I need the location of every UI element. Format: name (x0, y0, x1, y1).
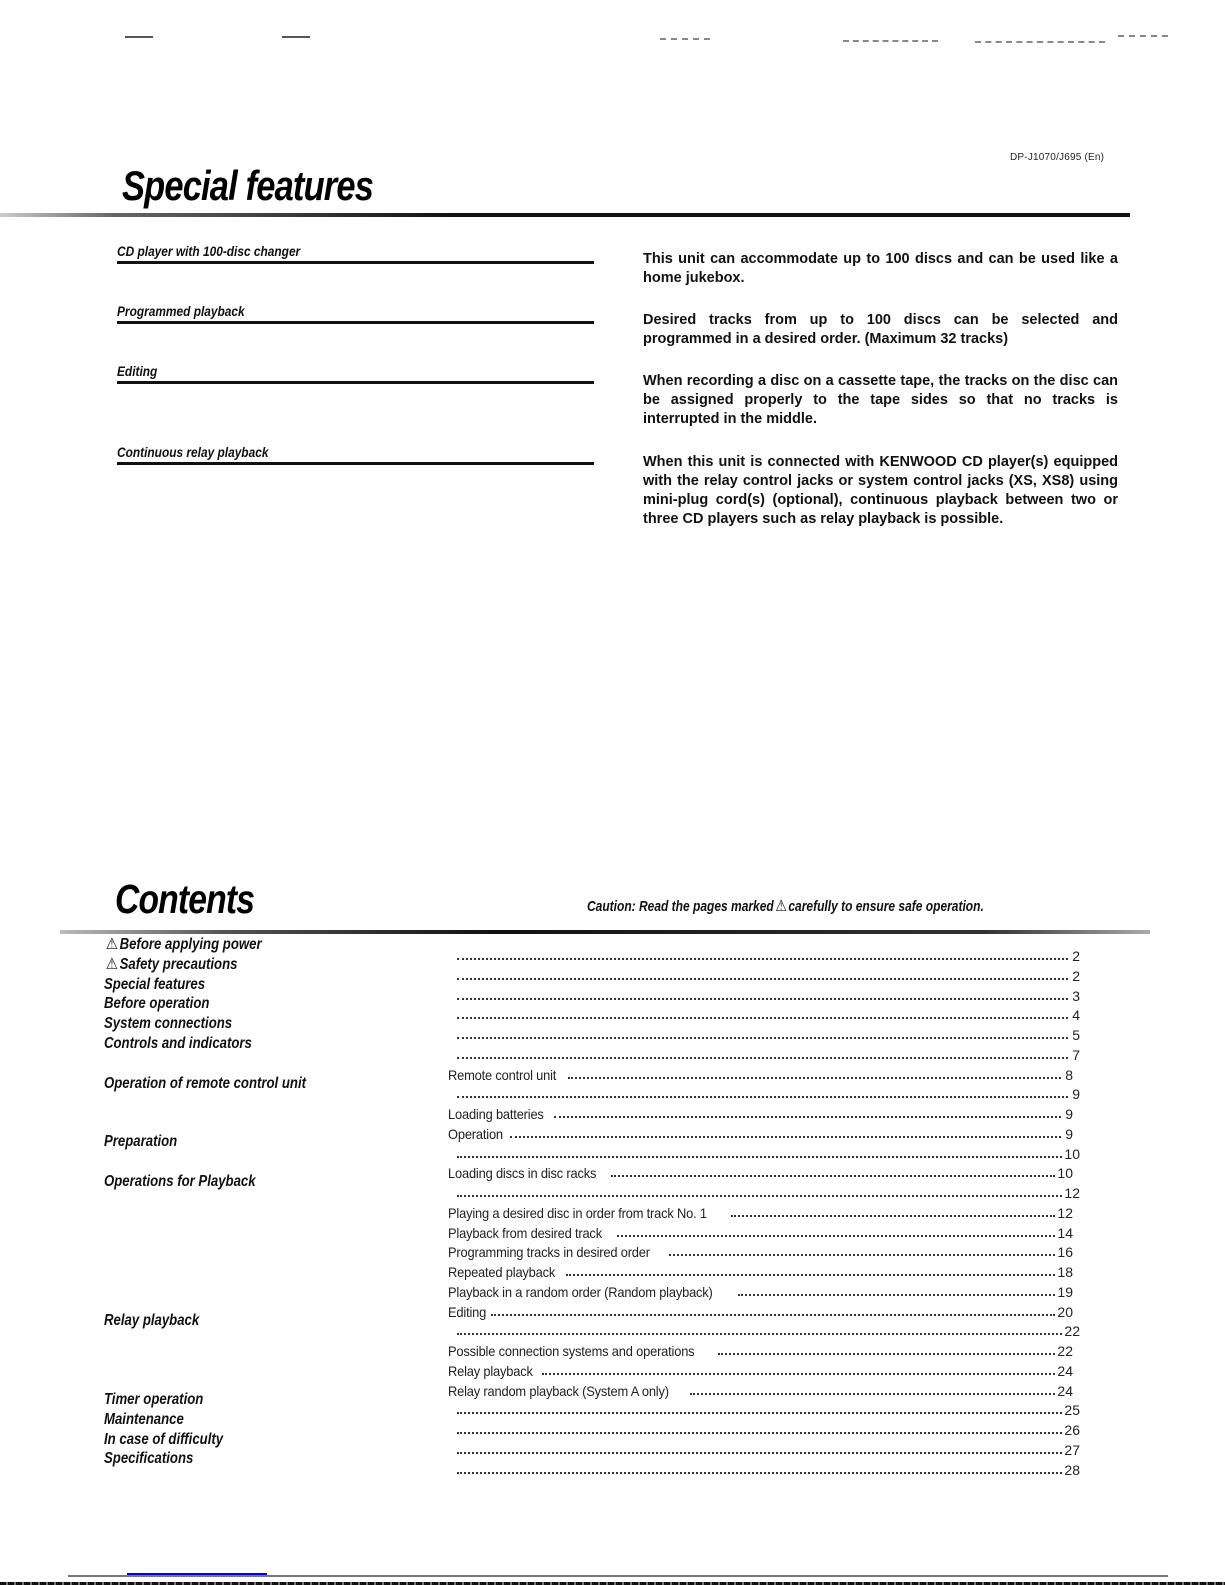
page-number: 8 (1065, 1066, 1073, 1083)
feature-label (117, 243, 594, 264)
page-number: 18 (1057, 1264, 1073, 1280)
toc-entry: Loading discs in disc racks (448, 1165, 597, 1182)
dot-leader (491, 1314, 1055, 1316)
title-divider (0, 213, 1130, 217)
toc-entry: Relay random playback (System A only) (448, 1382, 669, 1399)
feature-description: This unit can accommodate up to 100 discs and can be used like a home jukebox. (643, 251, 1118, 286)
toc-heading-label: Operation of remote control unit (104, 1075, 307, 1092)
toc-row[interactable] (455, 1082, 1080, 1102)
page-number: 4 (1072, 1007, 1080, 1024)
scan-artifact (843, 40, 938, 43)
dot-leader (457, 958, 1068, 960)
scan-artifact (282, 36, 310, 38)
toc-heading-label: Relay playback (104, 1312, 200, 1329)
toc-heading-label: Controls and indicators (104, 1035, 252, 1052)
dot-leader (457, 1412, 1062, 1414)
toc-entry: Playing a desired disc in order from track No. 1 (448, 1204, 707, 1221)
toc-row[interactable] (455, 944, 1080, 964)
toc-heading-label: Special features (104, 976, 206, 993)
toc-heading[interactable] (104, 935, 262, 954)
page-number: 25 (1064, 1402, 1080, 1419)
toc-entry: Operation (448, 1125, 503, 1142)
footer-rule (68, 1575, 1168, 1577)
toc-heading[interactable] (104, 955, 237, 974)
toc-heading-label: Maintenance (104, 1411, 184, 1428)
dot-leader (457, 1156, 1062, 1158)
toc-entry: Playback from desired track (448, 1224, 602, 1241)
dot-leader (457, 1472, 1062, 1474)
special-features-title: Special features (122, 162, 374, 209)
toc-heading[interactable] (104, 1034, 252, 1053)
caution-suffix: carefully to ensure safe operation. (788, 898, 984, 915)
toc-heading[interactable] (104, 975, 205, 994)
toc-row[interactable] (455, 1043, 1080, 1063)
toc-row[interactable] (448, 1063, 1073, 1083)
toc-row[interactable] (448, 1221, 1073, 1241)
page-number: 28 (1064, 1461, 1080, 1478)
toc-heading-label: System connections (104, 1015, 233, 1032)
page-number: 12 (1064, 1185, 1080, 1201)
toc-row[interactable] (448, 1122, 1073, 1142)
toc-heading-label: Preparation (104, 1133, 178, 1150)
toc-row[interactable] (448, 1161, 1073, 1181)
toc-row[interactable] (455, 984, 1080, 1004)
toc-row[interactable] (448, 1359, 1073, 1379)
toc-row[interactable] (455, 1319, 1080, 1339)
toc-row[interactable] (448, 1280, 1073, 1300)
dot-leader (457, 1452, 1062, 1454)
page-number: 9 (1072, 1086, 1080, 1103)
dot-leader (457, 1195, 1062, 1197)
toc-entry: Repeated playback (448, 1264, 556, 1280)
page-number: 14 (1057, 1224, 1073, 1241)
toc-heading-label: Specifications (104, 1450, 194, 1467)
footer-link-underline (127, 1573, 267, 1575)
toc-row[interactable] (448, 1201, 1073, 1221)
toc-row[interactable] (455, 1438, 1080, 1458)
dot-leader (457, 1017, 1068, 1019)
toc-heading[interactable] (104, 1132, 177, 1151)
toc-heading[interactable] (104, 1074, 306, 1093)
warning-triangle-icon: ⚠ (775, 898, 787, 915)
toc-entry: Possible connection systems and operations (448, 1343, 695, 1359)
page-number: 2 (1072, 948, 1080, 964)
feature-label-text: Editing (117, 363, 158, 379)
dot-leader (554, 1116, 1061, 1118)
scan-artifact (125, 36, 153, 38)
toc-heading[interactable] (104, 1430, 223, 1449)
toc-heading-label: Timer operation (104, 1391, 204, 1408)
toc-heading-label: In case of difficulty (104, 1431, 224, 1448)
toc-heading[interactable] (104, 1014, 232, 1033)
feature-description: Desired tracks from up to 100 discs can be selected and programmed in a desired order. (Maximum 32 tracks) (643, 312, 1118, 347)
page-number: 24 (1057, 1382, 1073, 1399)
toc-row[interactable] (448, 1240, 1073, 1260)
dot-leader (718, 1353, 1056, 1355)
page-number: 9 (1065, 1106, 1073, 1122)
toc-heading-label: Operations for Playback (104, 1173, 256, 1190)
dot-leader (457, 978, 1068, 980)
toc-entry: Remote control unit (448, 1066, 557, 1083)
warning-triangle-icon: ⚠ (105, 936, 118, 953)
page-number: 2 (1072, 967, 1080, 984)
dot-leader (510, 1136, 1061, 1138)
page-number: 16 (1057, 1244, 1073, 1261)
toc-entry: Relay playback (448, 1362, 533, 1379)
feature-label-text: Programmed playback (117, 303, 245, 319)
toc-entry: Loading batteries (448, 1106, 544, 1122)
toc-heading[interactable] (104, 1311, 199, 1330)
toc-row[interactable] (448, 1339, 1073, 1359)
page-number: 7 (1072, 1046, 1080, 1063)
page-number: 9 (1065, 1125, 1073, 1142)
page-number: 20 (1057, 1303, 1073, 1320)
dot-leader (566, 1274, 1055, 1276)
dot-leader (457, 998, 1068, 1000)
toc-heading[interactable] (104, 1410, 184, 1429)
caution-prefix: Caution: Read the pages marked (587, 898, 774, 915)
dot-leader (690, 1393, 1055, 1395)
scan-artifact (1118, 35, 1168, 38)
toc-row[interactable] (455, 1003, 1080, 1023)
page-number: 10 (1057, 1165, 1073, 1182)
toc-row[interactable] (448, 1300, 1073, 1320)
dot-leader (731, 1215, 1055, 1217)
page-number: 24 (1057, 1362, 1073, 1379)
contents-title: Contents (115, 876, 255, 922)
toc-row[interactable] (455, 1458, 1080, 1478)
toc-row[interactable] (448, 1379, 1073, 1399)
toc-row[interactable] (455, 1398, 1080, 1418)
dot-leader (568, 1077, 1061, 1079)
toc-row[interactable] (455, 1023, 1080, 1043)
toc-heading-label: Before operation (104, 995, 210, 1012)
dot-leader (669, 1254, 1055, 1256)
toc-heading[interactable] (104, 1390, 203, 1409)
page-number: 27 (1064, 1441, 1080, 1458)
feature-label (117, 444, 594, 465)
toc-entry: Editing (448, 1303, 487, 1320)
contents-divider (60, 930, 1150, 934)
feature-label (117, 303, 594, 324)
feature-label (117, 363, 594, 384)
page-number: 26 (1064, 1422, 1080, 1438)
toc-row[interactable] (448, 1260, 1073, 1280)
feature-label-text: Continuous relay playback (117, 444, 269, 460)
page-number: 12 (1057, 1204, 1073, 1221)
scan-artifact (660, 38, 710, 41)
toc-entry: Playback in a random order (Random playback) (448, 1283, 713, 1300)
page-number: 22 (1057, 1343, 1073, 1359)
toc-heading[interactable] (104, 1172, 256, 1191)
page-number: 22 (1064, 1323, 1080, 1340)
dot-leader (542, 1373, 1055, 1375)
toc-heading[interactable] (104, 1449, 193, 1468)
dot-leader (611, 1175, 1055, 1177)
page-number: 10 (1064, 1145, 1080, 1162)
feature-description: When this unit is connected with KENWOOD CD player(s) equipped with the relay control jacks or system control jacks (XS, XS8) using mini-plug cord(s) (optional), continuous playback between two or three CD players such as relay playback is possible. (643, 454, 1118, 527)
scan-artifact (975, 41, 1105, 44)
page-number: 5 (1072, 1027, 1080, 1043)
feature-label-text: CD player with 100-disc changer (117, 243, 301, 259)
dot-leader (457, 1432, 1062, 1434)
toc-row[interactable] (455, 964, 1080, 984)
page-number: 19 (1057, 1283, 1073, 1300)
toc-row[interactable] (455, 1181, 1080, 1201)
caution-note (587, 896, 984, 916)
toc-heading[interactable] (104, 994, 209, 1013)
dot-leader (457, 1057, 1068, 1059)
dot-leader (457, 1096, 1068, 1098)
dot-leader (457, 1333, 1062, 1335)
toc-row[interactable] (455, 1418, 1080, 1438)
page-number: 3 (1072, 987, 1080, 1004)
model-code: DP-J1070/J695 (En) (1010, 152, 1105, 163)
toc-entry: Programming tracks in desired order (448, 1244, 650, 1261)
dot-leader (617, 1235, 1055, 1237)
toc-heading-label: Safety precautions (119, 956, 238, 973)
dot-leader (457, 1037, 1068, 1039)
feature-description: When recording a disc on a cassette tape, the tracks on the disc can be assigned properly to the tape sides so that no tracks is interrupted in the middle. (643, 373, 1118, 427)
toc-heading-label: Before applying power (119, 936, 262, 953)
toc-row[interactable] (448, 1102, 1073, 1122)
dot-leader (738, 1294, 1056, 1296)
warning-triangle-icon: ⚠ (105, 956, 118, 973)
toc-row[interactable] (455, 1142, 1080, 1162)
